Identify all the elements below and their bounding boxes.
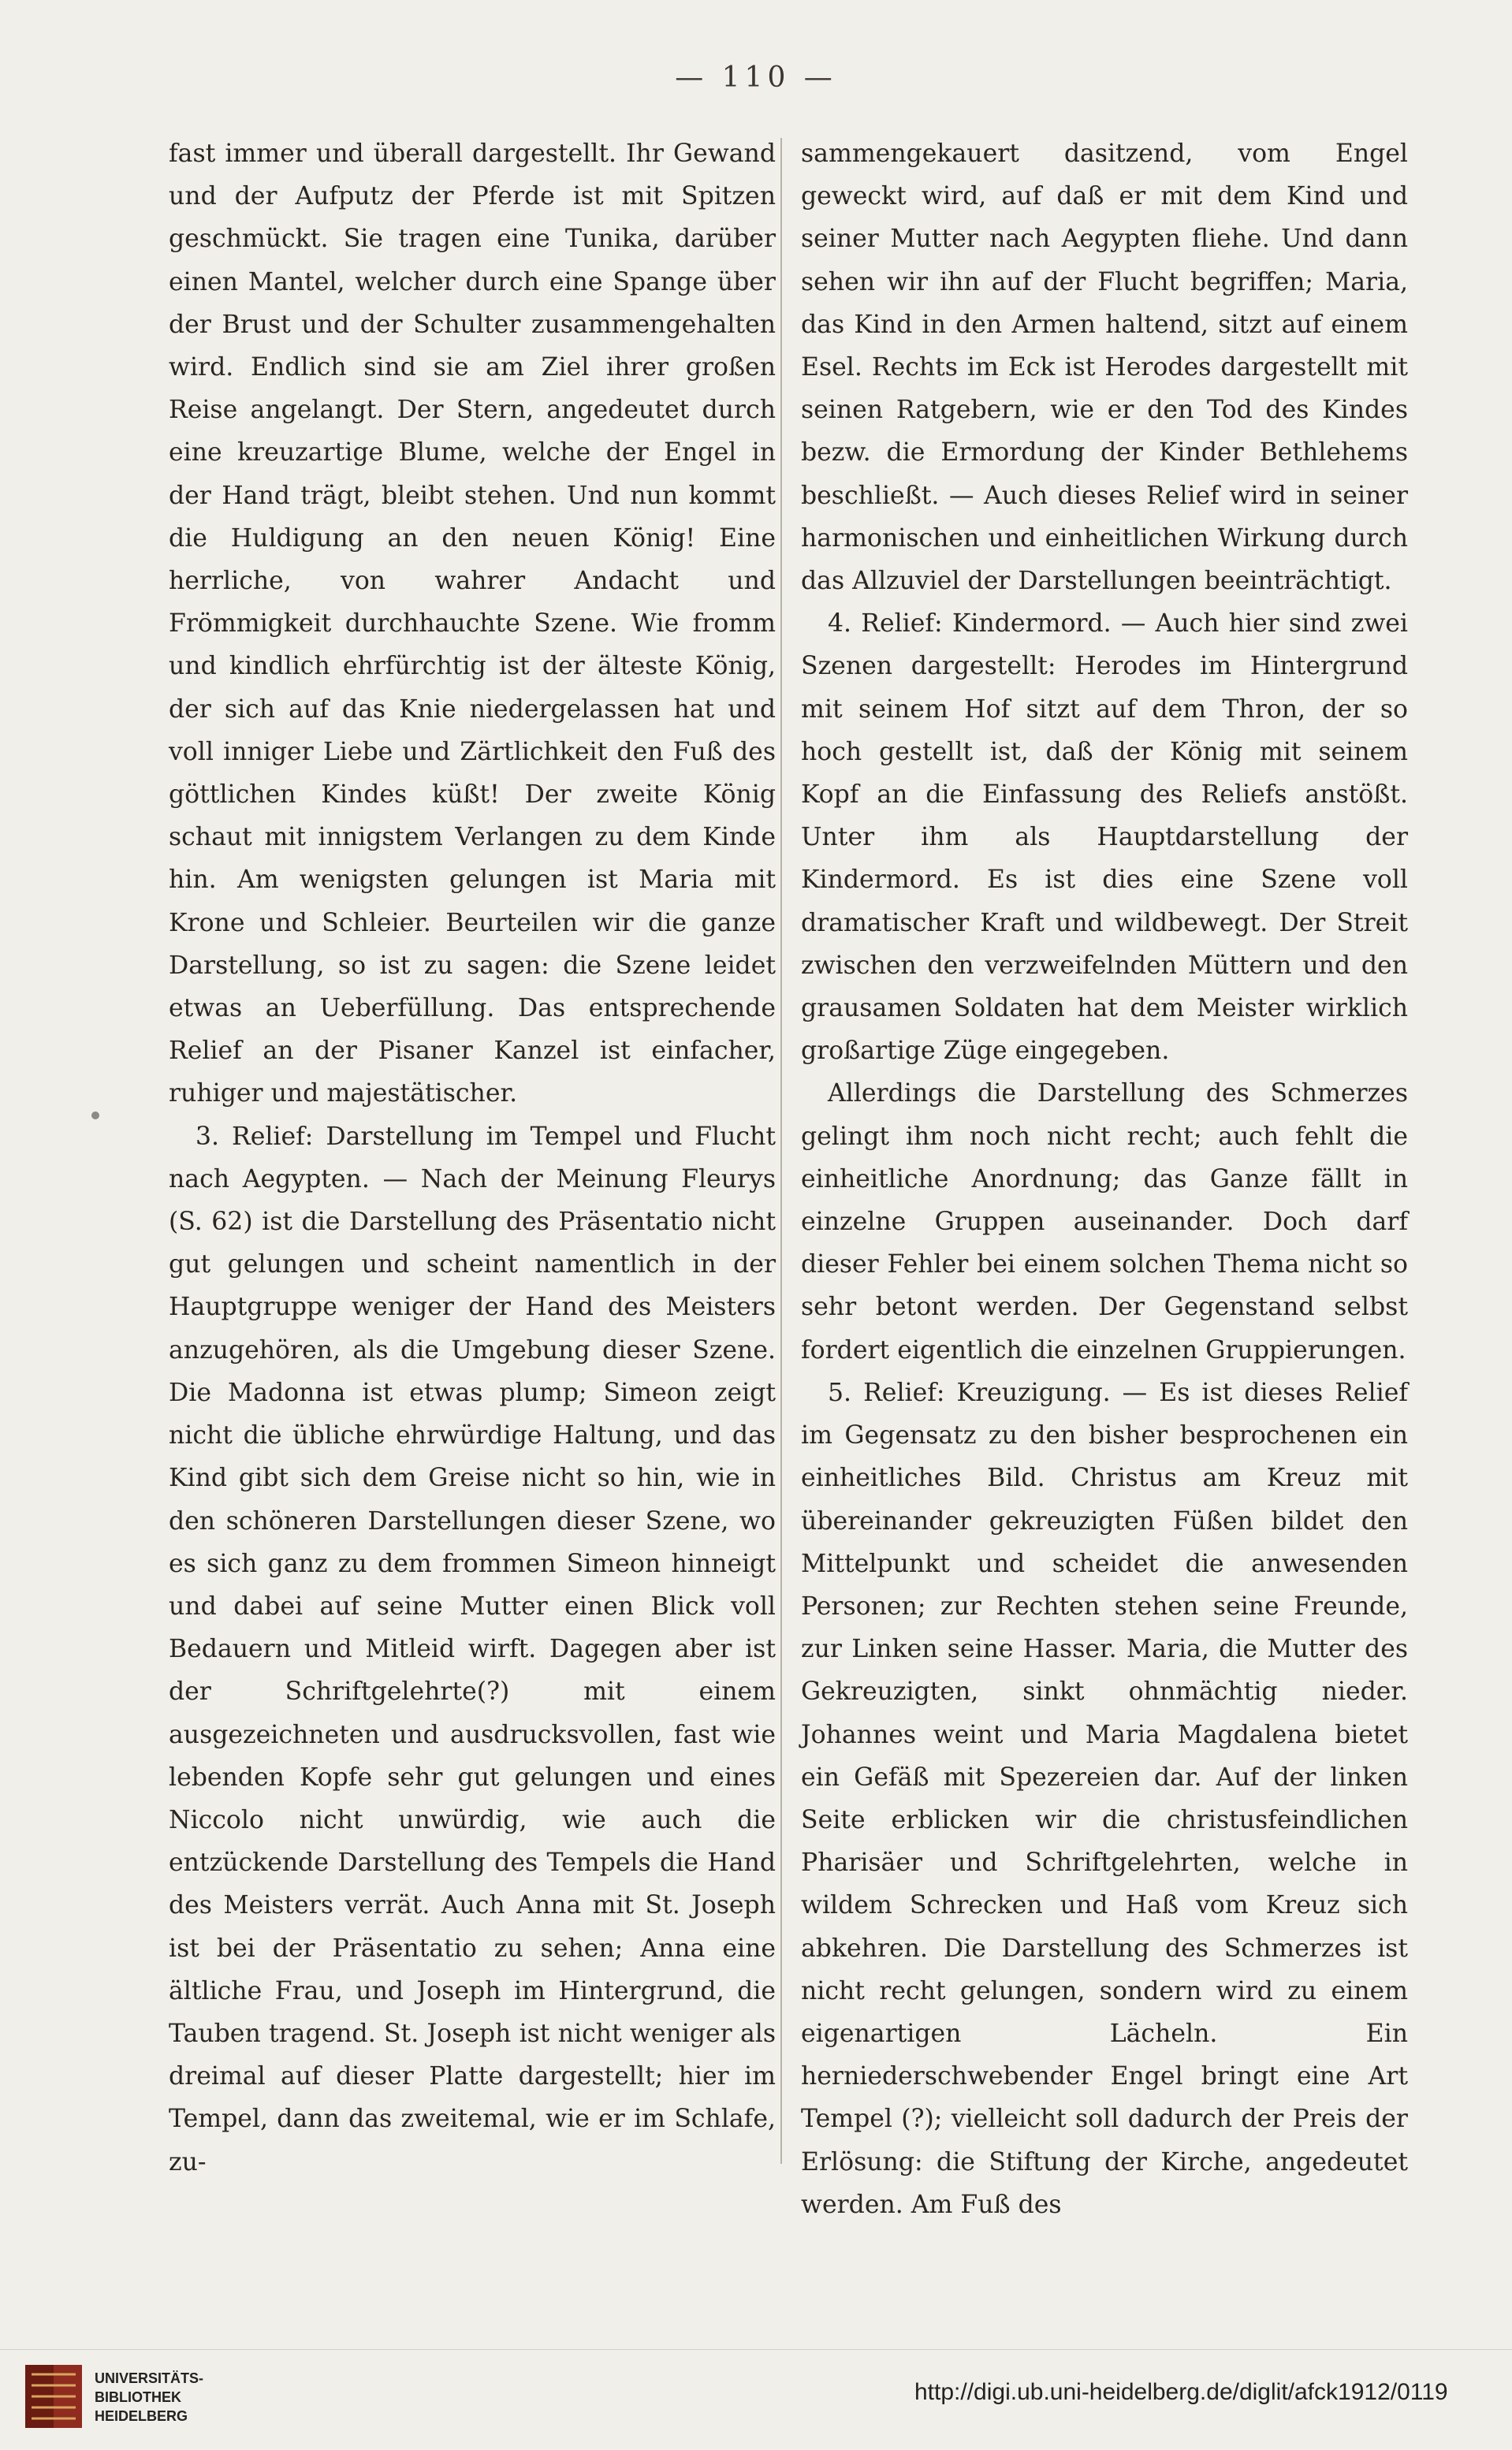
source-url-link[interactable]: http://digi.ub.uni-heidelberg.de/diglit/afck1912/0119 — [914, 2379, 1448, 2405]
left-column — [169, 132, 776, 2184]
paragraph: 4. Relief: Kindermord. — Auch hier sind zwei Szenen dargestellt: Herodes im Hintergrund mit seinem Hof sitzt auf dem Thron, der so hoch gestellt ist, daß der König mit seinem Kopf an die Einfassung des Reliefs anstößt. Unter ihm als Hauptdarstellung der Kindermord. Es ist dies eine Szene voll dramatischer Kraft und wildbewegt. Der Streit zwischen den verzweifelnden Müttern und den grausamen Soldaten hat dem Meister wirklich großartige Züge eingegeben. — [801, 609, 1408, 1066]
column-divider — [780, 138, 782, 2164]
paragraph: Allerdings die Darstellung des Schmerzes gelingt ihm noch nicht recht; auch fehlt die einheitliche Anordnung; das Ganze fällt in einzelne Gruppen auseinander. Doch darf dieser Fehler bei einem solchen Thema nicht so sehr betont werden. Der Gegenstand selbst fordert eigentlich die einzelnen Gruppierungen. — [801, 1079, 1408, 1365]
margin-mark — [91, 1111, 99, 1119]
right-column — [801, 132, 1408, 2226]
footer-divider — [0, 2349, 1512, 2350]
paragraph: 5. Relief: Kreuzigung. — Es ist dieses Relief im Gegensatz zu den bisher besprochenen ein einheitliches Bild. Christus am Kreuz mit übereinander gekreuzigten Füßen bildet den Mittelpunkt und scheidet die anwesenden Personen; zur Rechten stehen seine Freunde, zur Linken seine Hasser. Maria, die Mutter des Gekreuzigten, sinkt ohnmächtig nieder. Johannes weint und Maria Magdalena bietet ein Gefäß mit Spezereien dar. Auf der linken Seite erblicken wir die christusfeindlichen Pharisäer und Schriftgelehrten, welche in wildem Schrecken und Haß vom Kreuz sich abkehren. Die Darstellung des Schmerzes ist nicht recht gelungen, sondern wird zu einem eigenartigen Lächeln. Ein herniederschwebender Engel bringt eine Art Tempel (?); vielleicht soll dadurch der Preis der Erlösung: die Stiftung der Kirche, angedeutet werden. Am Fuß des — [801, 1378, 1408, 2219]
library-name-line: HEIDELBERG — [95, 2408, 188, 2424]
library-logo-icon — [14, 2357, 93, 2436]
library-name-line: BIBLIOTHEK — [95, 2389, 181, 2405]
library-name-line: UNIVERSITÄTS- — [95, 2370, 204, 2386]
paragraph: fast immer und überall dargestellt. Ihr Gewand und der Aufputz der Pferde ist mit Spitzen geschmückt. Sie tragen eine Tunika, darüber einen Mantel, welcher durch eine Spange über der Brust und der Schulter zusammengehalten wird. Endlich sind sie am Ziel ihrer großen Reise angelangt. Der Stern, angedeutet durch eine kreuzartige Blume, welche der Engel in der Hand trägt, bleibt stehen. Und nun kommt die Huldigung an den neuen König! Eine herrliche, von wahrer Andacht und Frömmigkeit durchhauchte Szene. Wie fromm und kindlich ehrfürchtig ist der älteste König, der sich auf das Knie niedergelassen hat und voll inniger Liebe und Zärtlichkeit den Fuß des göttlichen Kindes küßt! Der zweite König schaut mit innigstem Verlangen zu dem Kinde hin. Am wenigsten gelungen ist Maria mit Krone und Schleier. Beurteilen wir die ganze Darstellung, so ist zu sagen: die Szene leidet etwas an Ueberfüllung. Das entsprechende Relief an der Pisaner Kanzel ist einfacher, ruhiger und majestätischer. — [169, 140, 776, 1108]
paragraph: 3. Relief: Darstellung im Tempel und Flucht nach Aegypten. — Nach der Meinung Fleurys (S. 62) ist die Darstellung des Präsentatio nicht gut gelungen und scheint namentlich in der Hauptgruppe weniger der Hand des Meisters anzugehören, als die Umgebung dieser Szene. Die Madonna ist etwas plump; Simeon zeigt nicht die übliche ehrwürdige Haltung, und das Kind gibt sich dem Greise nicht so hin, wie in den schöneren Darstellungen dieser Szene, wo es sich ganz zu dem frommen Simeon hinneigt und dabei auf seine Mutter einen Blick voll Bedauern und Mitleid wirft. Dagegen aber ist der Schriftgelehrte(?) mit einem ausgezeichneten und ausdrucksvollen, fast wie lebenden Kopfe sehr gut gelungen und eines Niccolo nicht unwürdig, wie auch die entzückende Darstellung des Tempels die Hand des Meisters verrät. Auch Anna mit St. Joseph ist bei der Präsentatio zu sehen; Anna eine ältliche Frau, und Joseph im Hintergrund, die Tauben tragend. St. Joseph ist nicht weniger als dreimal auf dieser Platte dargestellt; hier im Tempel, dann das zweitemal, wie er im Schlafe, zu- — [169, 1122, 776, 2176]
page-number: — 110 — — [675, 61, 837, 94]
paragraph: sammengekauert dasitzend, vom Engel geweckt wird, auf daß er mit dem Kind und seiner Mutter nach Aegypten fliehe. Und dann sehen wir ihn auf der Flucht begriffen; Maria, das Kind in den Armen haltend, sitzt auf einem Esel. Rechts im Eck ist Herodes dargestellt mit seinen Ratgebern, wie er den Tod des Kindes bezw. die Ermordung der Kinder Bethlehems beschließt. — Auch dieses Relief wird in seiner harmonischen und einheitlichen Wirkung durch das Allzuviel der Darstellungen beeinträchtigt. — [801, 140, 1408, 596]
library-name — [95, 2369, 203, 2426]
